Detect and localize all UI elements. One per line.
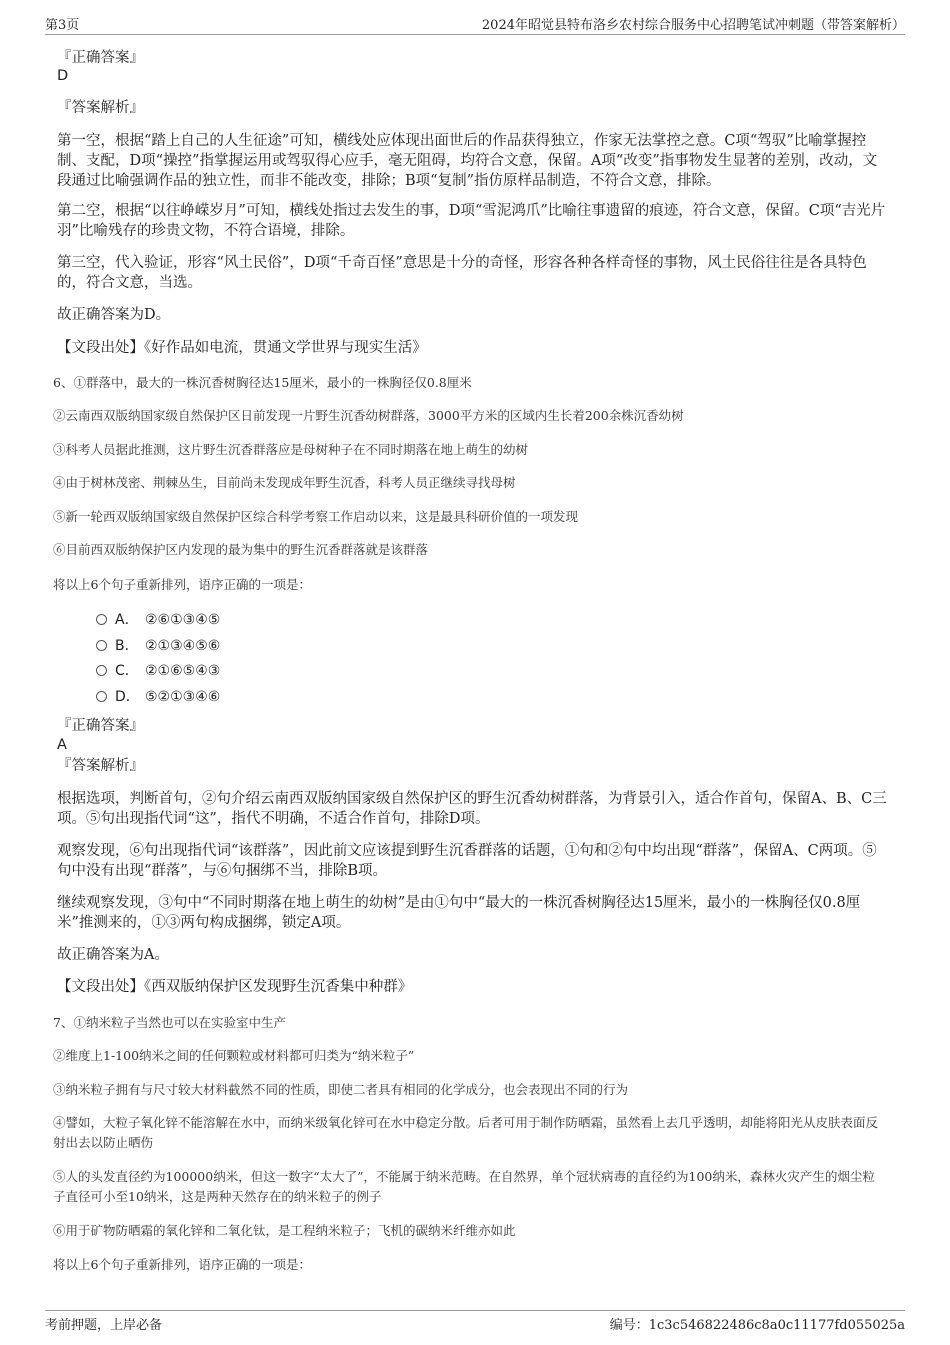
q5-analysis-p2: 第二空，根据“以往峥嵘岁月”可知，横线处指过去发生的事，D项“雪泥鸿爪”比喻往事遗留的痕迹，符合文意，保留。C项“吉光片羽”比喻残存的珍贵文物，不符合语境，排除。 <box>57 203 886 239</box>
q5-answer-label: 『正确答案』 <box>57 50 144 66</box>
q6-answer-label: 『正确答案』 <box>57 718 144 734</box>
q5-analysis-p1: 第一空，根据“踏上自己的人生征途”可知，横线处应体现出面世后的作品获得独立，作家无法掌控之意。C项“驾驭”比喻掌握控制、支配，D项“操控”指掌握运用或驾驭得心应手，毫无阻碍，均符合文意，保留。A项“改变”指事物发生显著的差别，改动，文段通过比喻强调作品的独立性，而非不能改变，排除；B项“复制”指仿原样品制造，不符合文意，排除。 <box>57 133 878 189</box>
q6-sentence-1: 6、①群落中，最大的一株沉香树胸径达15厘米，最小的一株胸径仅0.8厘米 <box>53 375 472 390</box>
q6-analysis-p2: 观察发现，⑥句出现指代词“该群落”，因此前文应该提到野生沉香群落的话题，①句和②句中均出现“群落”，保留A、C两项。⑤句中没有出现“群落”，与⑥句捆绑不当，排除B项。 <box>57 843 877 879</box>
q6-analysis-label: 『答案解析』 <box>57 758 144 774</box>
q6-option-d[interactable]: D． ⑤②①③④⑥ <box>96 687 220 707</box>
radio-icon[interactable] <box>96 640 107 651</box>
q5-analysis-p3: 第三空，代入验证，形容“风土民俗”，D项“千奇百怪”意思是十分的奇怪，形容各种各样奇怪的事物，风土民俗往往是各具特色的，符合文意，当选。 <box>57 255 867 291</box>
footer-serial: 编号：1c3c546822486c8a0c11177fd055025a <box>609 1318 905 1333</box>
q6-option-c[interactable]: C． ②①⑥⑤④③ <box>96 661 220 681</box>
q5-source: 【文段出处】《好作品如电流，贯通文学世界与现实生活》 <box>57 340 427 356</box>
q7-prompt: 将以上6个句子重新排列，语序正确的一项是： <box>53 1257 311 1272</box>
q7-sentence-6: ⑥用于矿物防晒霜的氧化锌和二氧化钛，是工程纳米粒子；飞机的碳纳米纤维亦如此 <box>53 1223 516 1238</box>
q6-prompt: 将以上6个句子重新排列，语序正确的一项是： <box>53 577 311 592</box>
q7-sentence-5: ⑤人的头发直径约为100000纳米，但这一数字“太大了”，不能属于纳米范畴。在自然界，单个冠状病毒的直径约为100纳米，森林火灾产生的烟尘粒子直径可小至10纳米，这是两种天然存在的纳米粒子的例子 <box>53 1169 875 1204</box>
q7-sentence-1: 7、①纳米粒子当然也可以在实验室中生产 <box>53 1015 286 1030</box>
footer-slogan: 考前押题，上岸必备 <box>45 1318 163 1333</box>
q7-sentence-4: ④譬如，大粒子氧化锌不能溶解在水中，而纳米级氧化锌可在水中稳定分散。后者可用于制作防晒霜，虽然看上去几乎透明，却能将阳光从皮肤表面反射出去以防止晒伤 <box>53 1115 879 1150</box>
q5-answer: D <box>57 68 69 84</box>
q6-analysis-p1: 根据选项，判断首句，②句介绍云南西双版纳国家级自然保护区的野生沉香幼树群落，为背景引入，适合作首句，保留A、B、C三项。⑤句出现指代词“这”，指代不明确，不适合作首句，排除D项。 <box>57 791 887 827</box>
q6-sentence-4: ④由于树林茂密、荆棘丛生，目前尚未发现成年野生沉香，科考人员正继续寻找母树 <box>53 475 516 490</box>
q6-answer: A <box>57 737 67 753</box>
radio-icon[interactable] <box>96 691 107 702</box>
q5-analysis-label: 『答案解析』 <box>57 100 144 116</box>
q6-sentence-3: ③科考人员据此推测，这片野生沉香群落应是母树种子在不同时期落在地上萌生的幼树 <box>53 442 529 457</box>
q6-sentence-2: ②云南西双版纳国家级自然保护区日前发现一片野生沉香幼树群落，3000平方米的区域内生长着200余株沉香幼树 <box>53 408 684 423</box>
q6-option-a[interactable]: A． ②⑥①③④⑤ <box>96 610 220 630</box>
page-footer <box>45 1310 905 1333</box>
q6-option-b[interactable]: B． ②①③④⑤⑥ <box>96 636 220 656</box>
q6-analysis-p3: 继续观察发现，③句中“不同时期落在地上萌生的幼树”是由①句中“最大的一株沉香树胸径达15厘米，最小的一株胸径仅0.8厘米”推测来的，①③两句构成捆绑，锁定A项。 <box>57 895 861 931</box>
page-number: 第3页 <box>45 18 80 33</box>
page-header <box>45 12 905 35</box>
q6-source: 【文段出处】《西双版纳保护区发现野生沉香集中种群》 <box>57 979 413 995</box>
radio-icon[interactable] <box>96 614 107 625</box>
radio-icon[interactable] <box>96 665 107 676</box>
document-title: 2024年昭觉县特布洛乡农村综合服务中心招聘笔试冲刺题（带答案解析） <box>481 18 905 33</box>
q7-sentence-2: ②维度上1-100纳米之间的任何颗粒或材料都可归类为“纳米粒子” <box>53 1048 415 1063</box>
q6-sentence-5: ⑤新一轮西双版纳国家级自然保护区综合科学考察工作启动以来，这是最具科研价值的一项发现 <box>53 509 579 524</box>
q6-sentence-6: ⑥目前西双版纳保护区内发现的最为集中的野生沉香群落就是该群落 <box>53 542 429 557</box>
q6-conclusion: 故正确答案为A。 <box>57 947 169 963</box>
q7-sentence-3: ③纳米粒子拥有与尺寸较大材料截然不同的性质，即使二者具有相同的化学成分，也会表现出不同的行为 <box>53 1082 629 1097</box>
q5-conclusion: 故正确答案为D。 <box>57 307 171 323</box>
